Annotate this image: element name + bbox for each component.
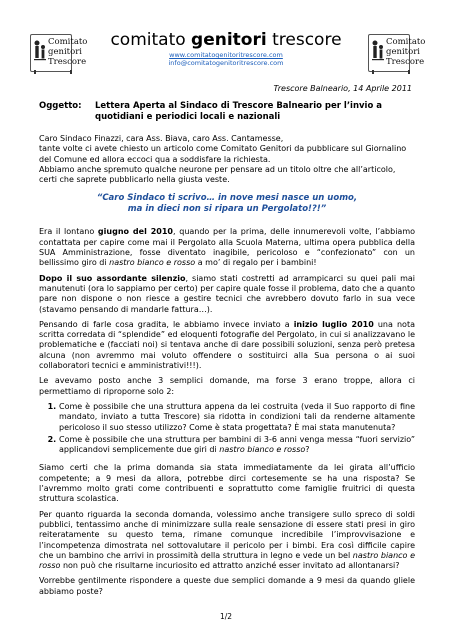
italic-run: nastro bianco e rosso bbox=[219, 445, 306, 455]
text-run: , quando per la prima, delle innumerevoli volte, l’abbiamo contattata per capire come mai il Pergolato alla Scuola Materna, ultima opera pubblica della SUA Amministrazione, fosse diventato inagibile, pericoloso e “confezionato” con un bellissimo giro di bbox=[39, 227, 416, 268]
paragraph bbox=[39, 510, 415, 572]
intro-line: tante volte ci avete chiesto un articolo come Comitato Genitori da pubblicare sul Giornalino del Comune ed allora eccoci qua a soddisfare la richiesta. bbox=[39, 144, 407, 164]
quote-line: ma in dieci non si ripara un Pergolato!?!” bbox=[127, 204, 327, 215]
text-run: Come è possibile che una struttura per bambini di 3-6 anni venga messa “fuori servizio” applicandovi semplicemente due giri di bbox=[59, 434, 415, 455]
bold-run: Dopo il suo assordante silenzio bbox=[39, 273, 186, 283]
question-item bbox=[59, 435, 415, 456]
title-suffix: trescore bbox=[266, 30, 342, 50]
logo-line: Trescore bbox=[48, 57, 87, 67]
text-run: a mo’ di regalo per i bambini! bbox=[195, 258, 317, 268]
logo-line: genitori bbox=[48, 47, 82, 57]
salutation: Caro Sindaco Finazzi, cara Ass. Biava, caro Ass. Cantamesse, bbox=[39, 134, 284, 143]
letter-body bbox=[39, 134, 415, 602]
logo-easel-legs bbox=[372, 70, 410, 74]
logo-line: Trescore bbox=[386, 57, 425, 67]
logo-easel-legs bbox=[34, 70, 72, 74]
title-prefix: comitato bbox=[110, 30, 192, 50]
paragraph: Le avevamo posto anche 3 semplici domande, ma forse 3 erano troppe, allora ci permettiamo di riproporne solo 2: bbox=[39, 376, 415, 396]
logo-line: Comitato bbox=[48, 37, 88, 47]
questions-list bbox=[39, 402, 415, 455]
subject-text: Lettera Aperta al Sindaco di Trescore Balneario per l’invio a quotidiani e periodici locali e nazionali bbox=[95, 101, 383, 122]
italic-run: nastro bianco e rosso bbox=[39, 550, 415, 571]
title-bold: genitori bbox=[191, 30, 267, 50]
email-link[interactable]: info@comitatogenitoritrescore.com bbox=[168, 59, 284, 67]
text-run: , siamo stati costretti ad arrampicarci su quei pali mai manutenuti (ora lo sappiamo per certo) per capire quale fosse il problema, dato che a quanto pare non dispone o non riesce a gestire tecnici che avrebbero dovuto farlo in sua vece (stavamo pensando di mandarle fattura…). bbox=[39, 273, 415, 314]
text-run: Pensando di farle cosa gradita, le abbiamo invece inviato a bbox=[39, 319, 294, 329]
bold-run: inizio luglio 2010 bbox=[293, 319, 374, 329]
subject-label: Oggetto: bbox=[39, 101, 82, 111]
quote-title bbox=[39, 193, 415, 215]
bold-run: giugno del 2010 bbox=[97, 227, 174, 237]
text-run: una nota scritta corredata di “splendide” ed eloquenti fotografie del Pergolato, in cui si analizzavano le problematiche e (facciati noi) si tentava anche di dare possibili soluzioni, senza però pretesa alcuna (non avremmo mai voluto offendere o sostituirci alla Sua persona o ai suoi collaboratori tecnici e amministrativi!!!). bbox=[39, 319, 415, 371]
intro-line: Abbiamo anche spremuto qualche neurone per pensare ad un titolo oltre che all’articolo, certi che saprete pubblicarlo nella giusta veste. bbox=[39, 164, 396, 185]
paragraph bbox=[39, 320, 415, 371]
text-run: non può che risultarne incuriosito ed attratto anziché esser invitato ad allontanarsi? bbox=[60, 561, 400, 571]
text-run: ? bbox=[305, 445, 310, 455]
italic-run: nastro bianco e rosso bbox=[109, 258, 196, 268]
question-item: 1. Come è possibile che una struttura appena da lei costruita (veda il Suo rapporto di fine mandato, inviato a tutta Trescore) sia ridotta in condizioni tali da renderne altamente pericoloso il suo stesso utilizzo? Come è stata progettata? È mai stata manutenuta? bbox=[59, 402, 415, 433]
header-title bbox=[0, 30, 452, 50]
quote-line: “Caro Sindaco ti scrivo… in nove mesi nasce un uomo, bbox=[96, 193, 358, 204]
text-run: Era il lontano bbox=[39, 227, 98, 237]
page-number: 1/2 bbox=[219, 612, 233, 621]
paragraph: Siamo certi che la prima domanda sia stata immediatamente da lei girata all’ufficio competente; a 9 mesi da allora, potrebbe dirci cortesemente se ha una risposta? Se l’avremmo molto grati come contribuenti e soprattutto come famiglie fruitrici di questa struttura scolastica. bbox=[39, 463, 415, 504]
logo-line: genitori bbox=[386, 47, 420, 57]
text-run: Per quanto riguarda la seconda domanda, volessimo anche transigere sullo spreco di soldi pubblici, tentassimo anche di minimizzare sulla reale sensazione di essere stati presi in giro reiteratamente su questo tema, rimane comunque incredibile l’improvvisazione e l’incompetenza dimostrata nel sottovalutare il pericolo per i bimbi. Era così difficile capire che un bambino che arrivi in prossimità della struttura in legno e vede un bel bbox=[39, 509, 415, 560]
logo-line: Comitato bbox=[386, 37, 426, 47]
paragraph: Vorrebbe gentilmente rispondere a queste due semplici domande a 9 mesi da quando gliele abbiamo poste? bbox=[39, 576, 415, 596]
paragraph bbox=[39, 227, 415, 268]
paragraph bbox=[39, 274, 415, 315]
website-link[interactable]: www.comitatogenitoritrescore.com bbox=[169, 51, 283, 59]
letter-date: Trescore Balneario, 14 Aprile 2011 bbox=[273, 84, 412, 93]
